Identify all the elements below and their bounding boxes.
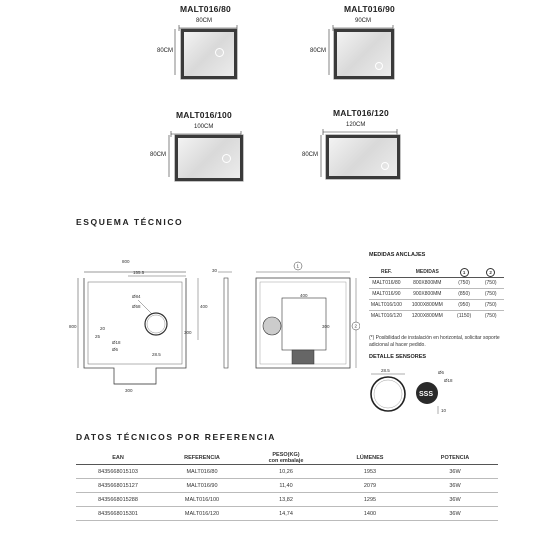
dim-d6: Ø6 — [112, 347, 119, 352]
dim-d58: Ø58 — [132, 304, 141, 309]
sensor-circle — [381, 162, 389, 170]
anclajes-table — [369, 267, 504, 321]
dim-d84: Ø84 — [132, 294, 141, 299]
sensor-dim-d18: Ø18 — [444, 378, 453, 383]
front-height-label: 800 — [69, 324, 77, 329]
sensor-circle — [222, 154, 231, 163]
side-depth-label: 30 — [212, 268, 218, 273]
col-header: LÚMENES — [328, 452, 412, 465]
back-width-label: 400 — [300, 293, 308, 298]
section-title-datos: DATOS TÉCNICOS POR REFERENCIA — [76, 432, 277, 442]
col-header: MEDIDAS — [404, 267, 451, 278]
model-width-label: 90CM — [355, 18, 372, 24]
dim-28: 28.5 — [152, 352, 161, 357]
col-header: POTENCIA — [412, 452, 498, 465]
front-width-label: 800 — [122, 259, 130, 264]
dim-155: 155.5 — [133, 270, 145, 275]
dim-d18: Ø18 — [112, 340, 121, 345]
height-dimension-line — [166, 134, 172, 178]
anchor-1-marker: 1 — [296, 263, 300, 269]
anclajes-title: MEDIDAS ANCLAJES — [369, 252, 426, 258]
sensor-detail-drawing — [366, 362, 462, 418]
table-row: 8435668015127 MALT016/90 11,40 2079 36W — [76, 479, 498, 493]
table-row: MALT016/120 1200X800MM (1150) (750) — [370, 313, 497, 319]
col-header: REF. — [369, 267, 404, 278]
dim-25: 25 — [95, 334, 101, 339]
technical-drawing — [60, 250, 360, 400]
col-header: REFERENCIA — [160, 452, 244, 465]
col-header: 2 — [477, 267, 504, 278]
model-height-label: 80CM — [302, 152, 319, 158]
model-height-label: 80CM — [310, 48, 327, 54]
height-dimension-line — [326, 28, 332, 76]
table-row: 8435668015288 MALT016/100 13,82 1295 36W — [76, 493, 498, 507]
model-title: MALT016/80 — [180, 4, 231, 14]
mirror-100 — [175, 135, 243, 181]
datos-table — [76, 452, 498, 521]
col-header: PESO(KG) con embalaje — [244, 452, 328, 465]
col-header: 1 — [451, 267, 478, 278]
model-title: MALT016/120 — [333, 108, 389, 118]
model-width-label: 100CM — [194, 124, 214, 130]
anclajes-note: (*) Posibilidad de instalación en horizontal, solicitar soporte adicional al hacer pedido. — [369, 335, 500, 348]
dim-300-bottom: 300 — [125, 388, 133, 393]
table-row: 8435668015301 MALT016/120 14,74 1400 36W — [76, 507, 498, 521]
table-row: MALT016/100 1000X800MM (950) (750) — [369, 300, 504, 311]
height-dimension-line — [172, 28, 178, 76]
back-height-label: 300 — [322, 324, 330, 329]
sensor-circle — [215, 48, 224, 57]
sensor-dim-d6: Ø6 — [438, 370, 445, 375]
model-width-label: 120CM — [346, 122, 366, 128]
sensor-circle — [375, 62, 383, 70]
dim-400: 400 — [200, 304, 208, 309]
col-header: EAN — [76, 452, 160, 465]
table-row: MALT016/80 800X800MM (750) (750) — [369, 278, 504, 289]
sensor-dim-28: 28.5 — [381, 368, 390, 373]
anchor-2-marker: 2 — [354, 323, 358, 329]
sensor-dim-10: 10 — [441, 408, 447, 413]
dim-20: 20 — [100, 326, 106, 331]
svg-text:SSS: SSS — [419, 391, 434, 398]
model-width-label: 80CM — [196, 18, 213, 24]
model-title: MALT016/100 — [176, 110, 232, 120]
mirror-90 — [334, 29, 394, 79]
sensores-title: DETALLE SENSORES — [369, 354, 427, 360]
section-title-esquema: ESQUEMA TÉCNICO — [76, 217, 184, 227]
table-row: MALT016/90 900X800MM (850) (750) — [369, 289, 504, 300]
mirror-80 — [181, 29, 237, 79]
model-title: MALT016/90 — [344, 4, 395, 14]
dim-300-side: 300 — [184, 330, 192, 335]
model-height-label: 80CM — [157, 48, 174, 54]
height-dimension-line — [318, 134, 324, 178]
model-height-label: 80CM — [150, 152, 167, 158]
table-row: 8435668015103 MALT016/80 10,26 1953 36W — [76, 465, 498, 479]
mirror-120 — [326, 135, 400, 179]
